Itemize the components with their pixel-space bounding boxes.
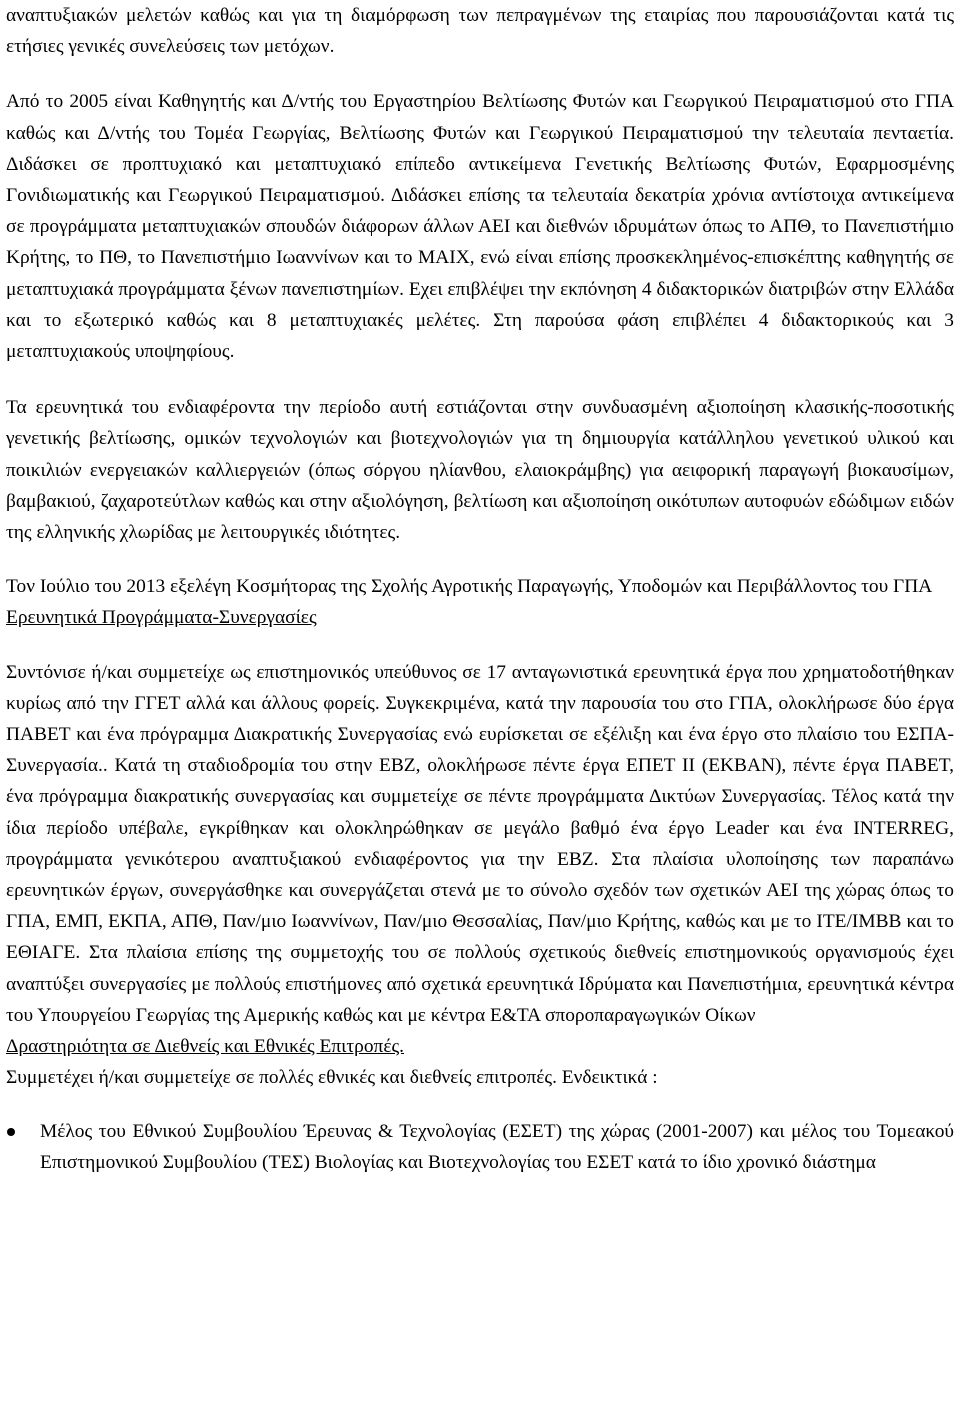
bullet-icon [7,1128,15,1136]
list-item [6,1116,954,1178]
committees-list [6,1116,954,1178]
paragraph-research-programs: Συντόνισε ή/και συμμετείχε ως επιστημονικός υπεύθυνος σε 17 ανταγωνιστικά ερευνητικά έργα που χρηματοδοτήθηκαν κυρίως από την ΓΓΕΤ αλλά και άλλους φορείς. Συγκεκριμένα, κατά την παρουσία του στο ΓΠΑ, ολοκλήρωσε δύο έργα ΠΑΒΕΤ και ένα πρόγραμμα Διακρατικής Συνεργασίας ενώ ευρίσκεται σε εξέλιξη και ένα έργο στο πλαίσιο του ΕΣΠΑ-Συνεργασία.. Κατά τη σταδιοδρομία του στην ΕΒΖ, ολοκλήρωσε πέντε έργα ΕΠΕΤ ΙΙ (ΕΚΒΑΝ), πέντε έργα ΠΑΒΕΤ, ένα πρόγραμμα διακρατικής συνεργασίας και συμμετείχε σε πέντε προγράμματα Δικτύων Συνεργασίας. Τέλος κατά την ίδια περίοδο υπέβαλε, εγκρίθηκαν και ολοκληρώθηκαν σε μεγάλο βαθμό ένα έργο Leader και ένα INTERREG, προγράμματα γενικότερου αναπτυξιακού ενδιαφέροντος για την ΕΒΖ. Στα πλαίσια υλοποίησης των παραπάνω ερευνητικών έργων, συνεργάσθηκε και συνεργάζεται στενά με το σύνολο σχεδόν των σχετικών ΑΕΙ της χώρας όπως το ΓΠΑ, ΕΜΠ, ΕΚΠΑ, ΑΠΘ, Παν/μιο Ιωαννίνων, Παν/μιο Θεσσαλίας, Παν/μιο Κρήτης, καθώς και με το ΙΤΕ/ΙΜΒΒ και το ΕΘΙΑΓΕ. Στα πλαίσια επίσης της συμμετοχής του σε πολλούς σχετικούς διεθνείς επιστημονικούς οργανισμούς έχει αναπτύξει συνεργασίες με πολλούς επιστήμονες από σχετικά ερευνητικά Ιδρύματα και Πανεπιστήμια, ερευνητικά κέντρα του Υπουργείου Γεωργίας της Αμερικής καθώς και με κέντρα Ε&ΤΑ σποροπαραγωγικών Οίκων [6,661,954,1026]
paragraph-research-interests: Τα ερευνητικά του ενδιαφέροντα την περίοδο αυτή εστιάζονται στην συνδυασμένη αξιοποίηση κλασικής-ποσοτικής γενετικής βελτίωσης, ομικών τεχνολογιών και βιοτεχνολογιών για τη δημιουργία κατάλληλου γενετικού υλικού και ποικιλιών ενεργειακών καλλιεργειών (όπως σόργου ηλίανθου, ελαιοκράμβης) για αειφορική παραγωγή βιοκαυσίμων, βαμβακιού, ζαχαροτεύτλων καθώς και στην αξιολόγηση, βελτίωση και αξιοποίηση οικότυπων αυτοφυών εδώδιμων ειδών της ελληνικής χλωρίδας με λειτουργικές ιδιότητες. [6,397,954,544]
paragraph-professor-role: Από το 2005 είναι Καθηγητής και Δ/ντής του Εργαστηρίου Βελτίωσης Φυτών και Γεωργικού Πειραματισμού στο ΓΠΑ καθώς και Δ/ντής του Τομέα Γεωργίας, Βελτίωσης Φυτών και Γεωργικού Πειραματισμού την τελευταία πενταετία. Διδάσκει σε προπτυχιακό και μεταπτυχιακό επίπεδο αντικείμενα Γενετικής Βελτίωσης Φυτών, Εφαρμοσμένης Γονιδιωματικής και Γεωργικού Πειραματισμού. Διδάσκει επίσης τα τελευταία δεκατρία χρόνια αντίστοιχα αντικείμενα σε προγράμματα μεταπτυχιακών σπουδών διάφορων άλλων ΑΕΙ και διεθνών ιδρυμάτων όπως το ΑΠΘ, το Πανεπιστήμιο Κρήτης, το ΠΘ, το Πανεπιστήμιο Ιωαννίνων και το ΜΑΙΧ, ενώ είναι επίσης προσκεκλημένος-επισκέπτης καθηγητής σε μεταπτυχιακά προγράμματα ξένων πανεπιστημίων. Εχει επιβλέψει την εκπόνηση 4 διδακτορικών διατριβών στην Ελλάδα και το εξωτερικό καθώς και 8 μεταπτυχιακές μελέτες. Στη παρούσα φάση επιβλέπει 4 διδακτορικούς και 3 μεταπτυχιακούς υποψηφίους. [6,91,954,363]
paragraph-intro-continuation: αναπτυξιακών μελετών καθώς και για τη διαμόρφωση των πεπραγμένων της εταιρίας που παρουσιάζονται κατά τις ετήσιες γενικές συνελεύσεις των μετόχων. [6,5,954,58]
paragraph-committees-intro: Συμμετέχει ή/και συμμετείχε σε πολλές εθνικές και διεθνείς επιτροπές. Ενδεικτικά : [6,1067,658,1089]
paragraph-dean-election: Τον Ιούλιο του 2013 εξελέγη Κοσμήτορας της Σχολής Αγροτικής Παραγωγής, Υποδομών και Περιβάλλοντος του ΓΠΑ [6,576,933,598]
section-heading-research-programs: Ερευνητικά Προγράμματα-Συνεργασίες [6,607,317,629]
list-item-text: Μέλος του Εθνικού Συμβουλίου Έρευνας & Τεχνολογίας (ΕΣΕΤ) της χώρας (2001-2007) και μέλος του Τομεακού Επιστημονικού Συμβουλίου (ΤΕΣ) Βιολογίας και Βιοτεχνολογίας του ΕΣΕΤ κατά το ίδιο χρονικό διάστημα [40,1120,954,1173]
section-heading-committees: Δραστηριότητα σε Διεθνείς και Εθνικές Επιτροπές. [6,1036,405,1058]
document-page [6,0,954,1178]
